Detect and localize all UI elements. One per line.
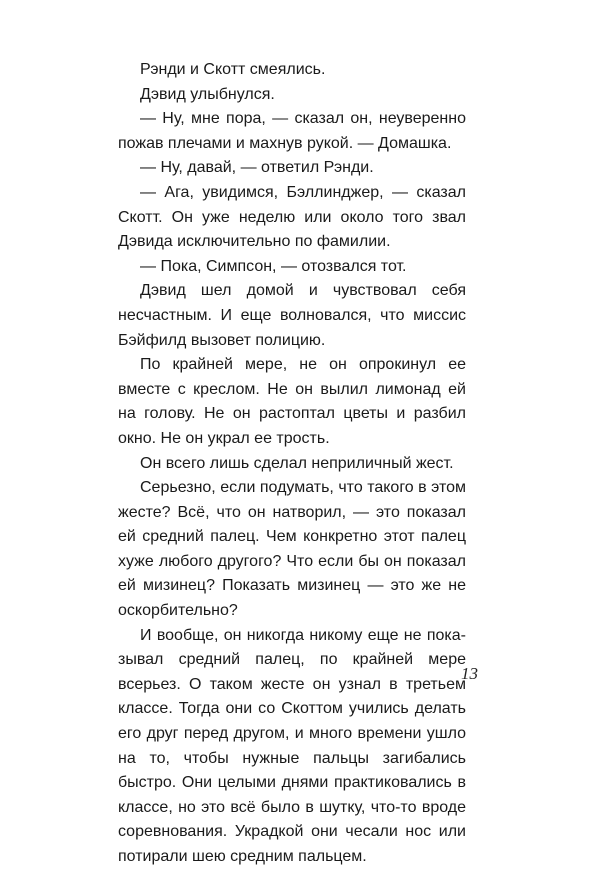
paragraph: — Пока, Симпсон, — отозвался тот. bbox=[140, 257, 407, 275]
paragraph: Он всего лишь сделал неприличный жест. bbox=[140, 454, 454, 472]
paragraph: — Ну, мне пора, — сказал он, неуверенно пожав плечами и махнув рукой. — Домашка. bbox=[118, 110, 466, 152]
paragraph: — Ага, увидимся, Бэллинджер, — сказал Скотт. Он уже неделю или около того звал Дэвида исключительно по фамилии. bbox=[118, 183, 466, 251]
body-text bbox=[118, 58, 466, 870]
paragraph: И вообще, он никогда никому еще не показывал средний палец, по крайней мере всерьез. О таком жесте он узнал в третьем классе. Тогда они со Скоттом учились делать его друг перед другом, и много времени ушло на то, чтобы нужные пальцы загибались быстро. Они целыми днями практиковались в классе, но это всё было в шутку, что-то вроде соревнования. Украдкой они чесали нос или потирали шею средним пальцем. bbox=[118, 626, 466, 865]
paragraph: По крайней мере, не он опрокинул ее вместе с креслом. Не он вылил лимонад ей на голову. Не он растоптал цветы и разбил окно. Не он украл ее трость. bbox=[118, 356, 466, 447]
paragraph: — Ну, давай, — ответил Рэнди. bbox=[140, 159, 374, 177]
paragraph: Дэвид шел домой и чувствовал себя несчастным. И еще волновался, что миссис Бэйфилд вызовет полицию. bbox=[118, 282, 466, 349]
paragraph: Рэнди и Скотт смеялись. bbox=[140, 61, 326, 78]
paragraph: Серьезно, если подумать, что такого в этом жесте? Всё, что он натворил, — это показал ей средний палец. Чем конкретно этот палец хуже любого другого? Что если бы он показал ей мизинец? Показать мизинец — это же не оскорбительно? bbox=[118, 479, 466, 620]
paragraph: Дэвид улыбнулся. bbox=[140, 85, 275, 103]
page-number: 13 bbox=[461, 664, 478, 683]
